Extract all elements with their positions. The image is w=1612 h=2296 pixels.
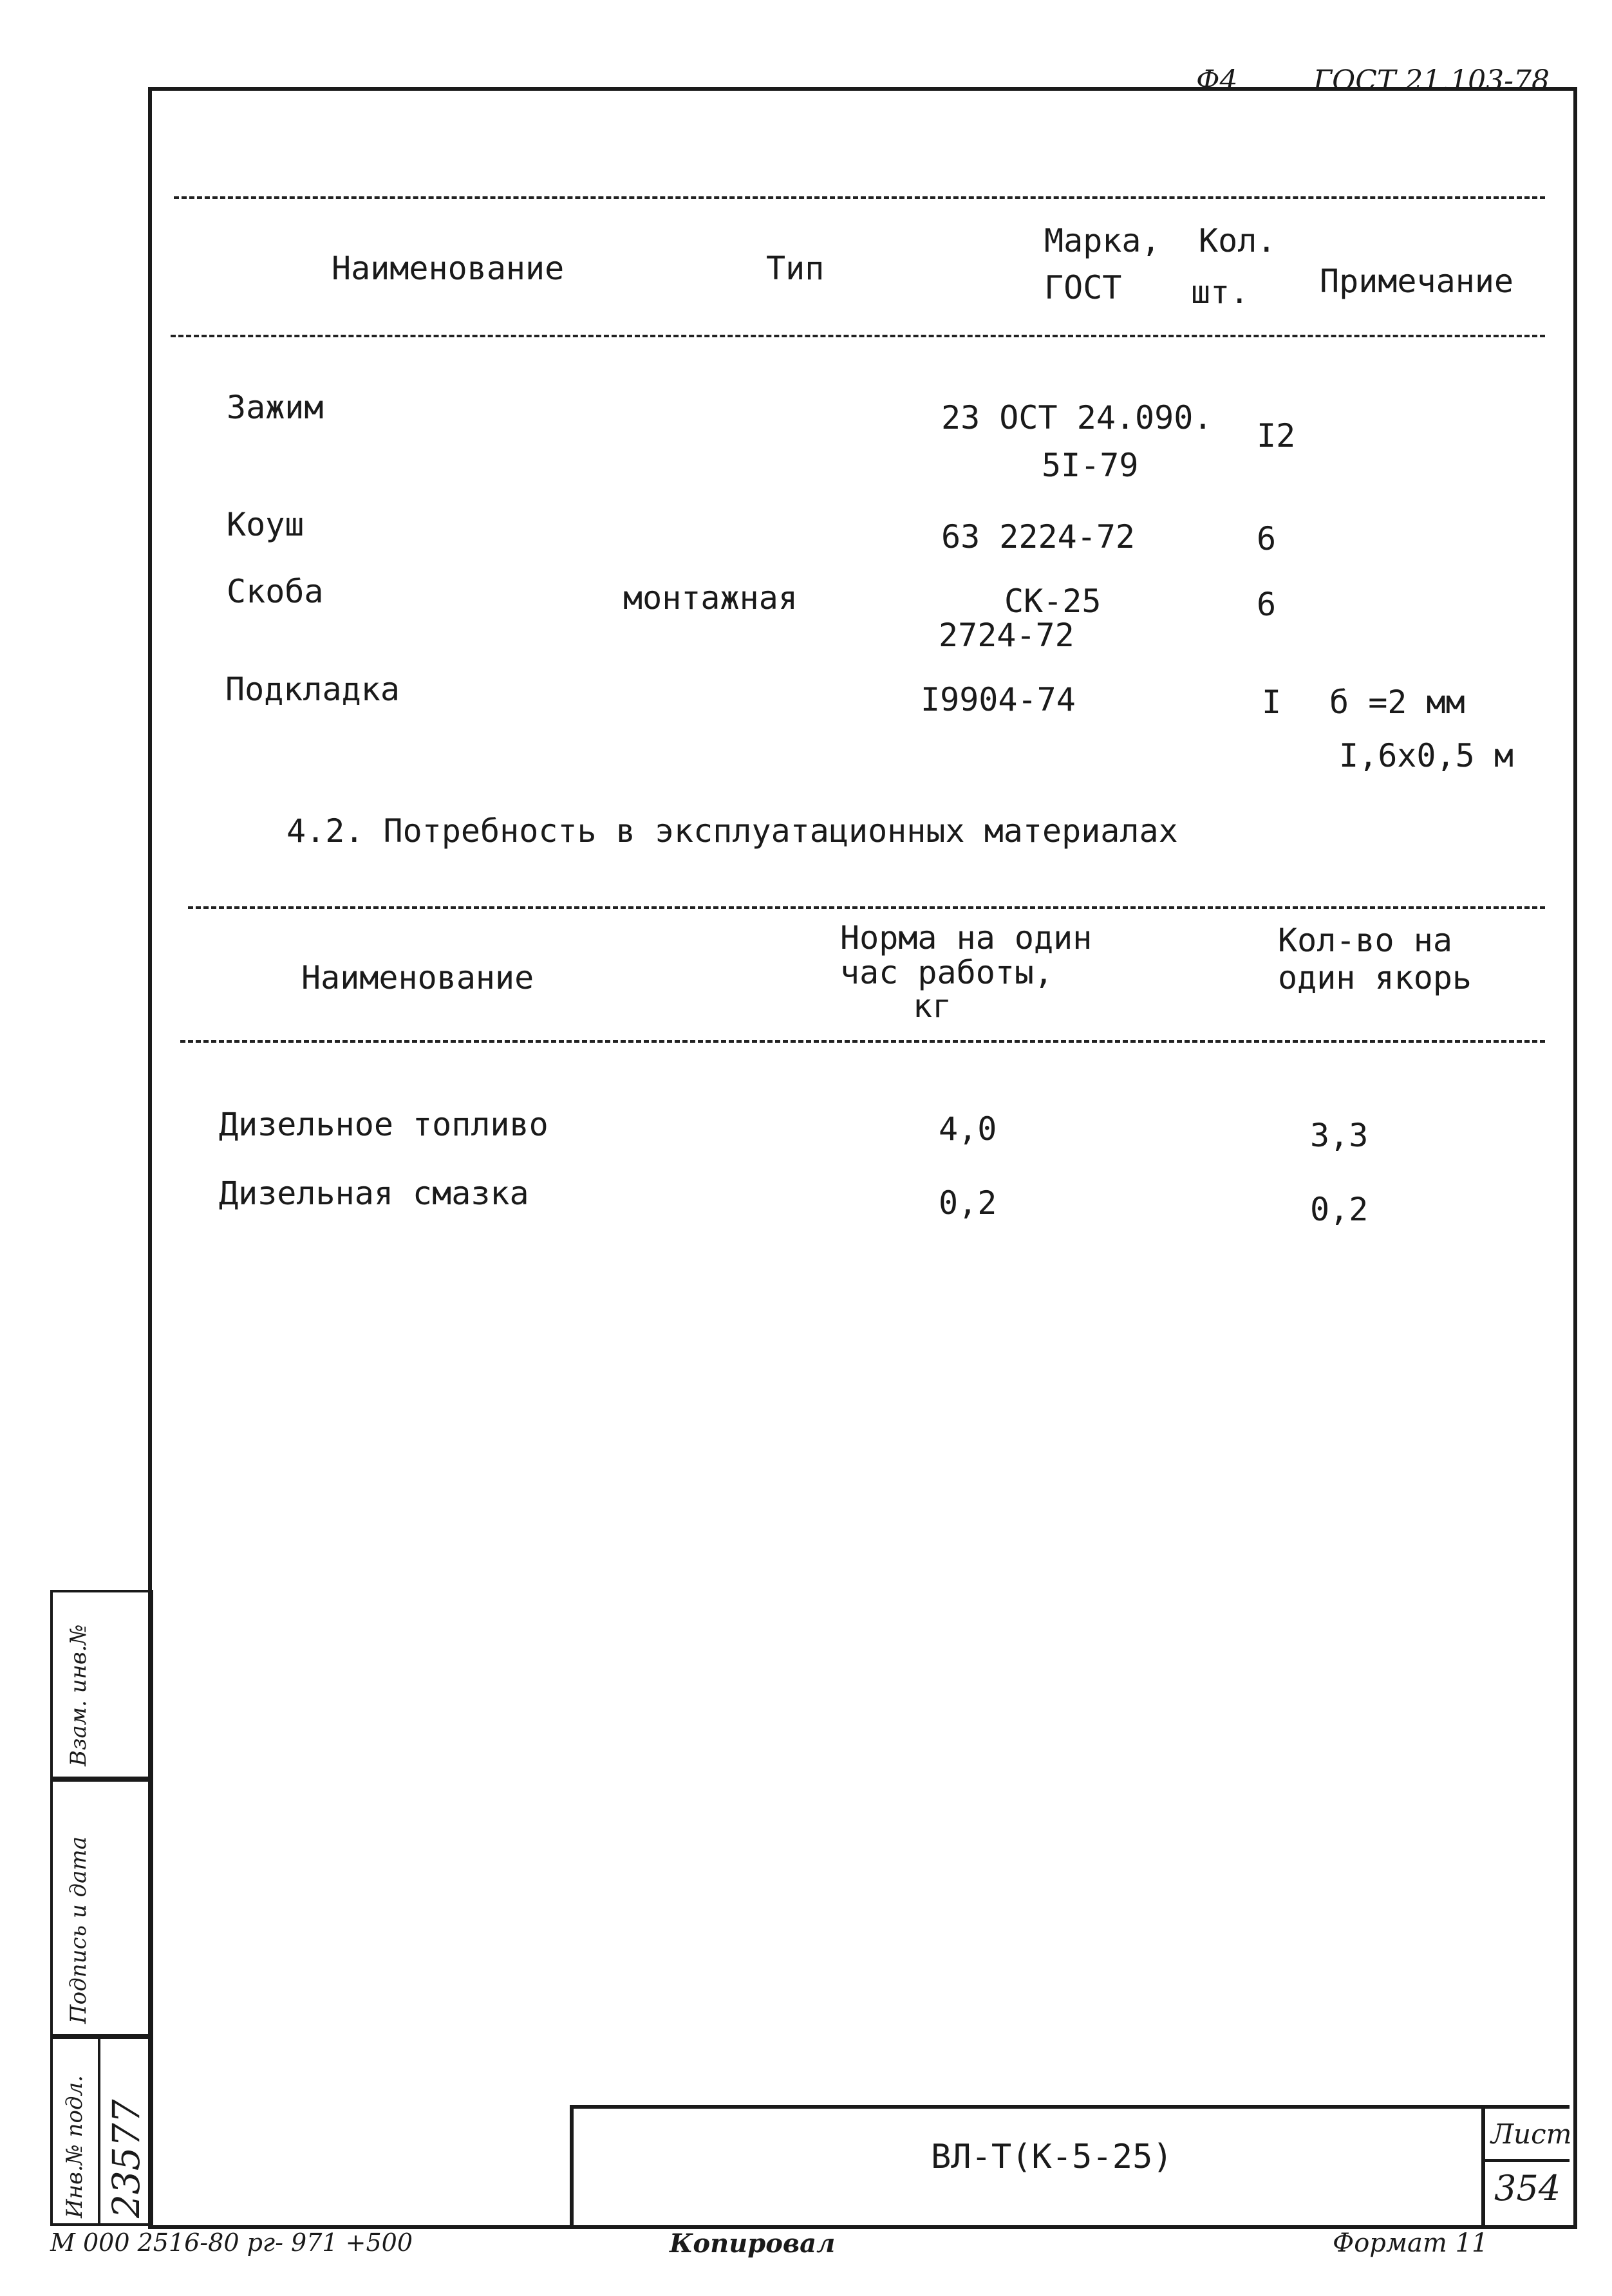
document-code: ВЛ-Т(К-5-25) <box>931 2138 1173 2176</box>
table2-header-qty-line1: Кол-во на <box>1278 922 1452 959</box>
table1-row2-mark: 63 2224-72 <box>941 518 1136 555</box>
table1-row1-mark: 23 ОСТ 24.090. <box>941 399 1213 436</box>
table1-header-name: Наименование <box>332 250 565 287</box>
table2-row1-qty: 3,3 <box>1310 1117 1369 1154</box>
table2-header-norm-unit: кг <box>913 987 952 1025</box>
table1-header-mark: Марка, <box>1044 222 1161 259</box>
table1-row2-qty: 6 <box>1257 520 1277 557</box>
table1-header-gost: ГОСТ <box>1044 269 1122 306</box>
table1-row3-type: монтажная <box>623 579 798 617</box>
table1-row1-name: Зажим <box>227 389 324 426</box>
stamp-inv-value: 23577 <box>104 2099 148 2218</box>
footer-format: Формат 11 <box>1333 2228 1488 2258</box>
table1-row1-qty: I2 <box>1257 417 1296 454</box>
table1-header-qty-unit: шт. <box>1191 274 1250 311</box>
table2-header-norm-line2: час работы, <box>840 954 1054 991</box>
table2-row1-norm: 4,0 <box>939 1110 997 1148</box>
table1-row4-mark: I9904-74 <box>921 681 1076 718</box>
stamp-inv-label: Инв.№ подл. <box>62 2075 88 2218</box>
table2-row2-qty: 0,2 <box>1310 1191 1369 1228</box>
title-block <box>570 2105 1570 2225</box>
table1-header-note: Примечание <box>1320 263 1514 300</box>
table1-header-rule <box>171 335 1545 337</box>
stamp-inv-box <box>50 2034 153 2226</box>
table1-row3-name: Скоба <box>227 573 324 610</box>
stamp-sign-label: Подпись и дата <box>66 1836 91 2024</box>
footer-copied-by: Копировал <box>670 2228 836 2259</box>
table2-row1-name: Дизельное топливо <box>219 1106 548 1143</box>
drawing-frame <box>148 87 1577 2229</box>
table1-header-type: Тип <box>766 250 825 287</box>
table1-top-rule <box>174 196 1545 199</box>
sheet-label: Лист <box>1491 2118 1572 2150</box>
standard-reference: ГОСТ 21.103-78 <box>1313 64 1550 97</box>
table1-row2-name: Коуш <box>227 506 305 543</box>
stamp-sign-box <box>50 1777 153 2039</box>
table1-row1-mark-line2: 5I-79 <box>1042 447 1139 484</box>
table2-header-rule <box>180 1040 1545 1043</box>
table1-row3-qty: 6 <box>1257 586 1277 623</box>
stamp-replace-box <box>50 1590 153 1782</box>
stamp-replace-label: Взам. инв.№ <box>66 1624 91 1766</box>
table1-row4-qty: I <box>1262 684 1282 721</box>
table2-top-rule <box>188 906 1545 909</box>
table1-row3-mark: СК-25 <box>1004 583 1101 620</box>
table2-row2-name: Дизельная смазка <box>219 1175 529 1212</box>
table1-row4-name: Подкладка <box>225 671 400 708</box>
table2-row2-norm: 0,2 <box>939 1184 997 1222</box>
table1-header-qty: Кол. <box>1199 222 1277 259</box>
sheet-number: 354 <box>1494 2168 1561 2208</box>
page-code: Ф4 <box>1196 64 1238 97</box>
table1-row4-note: б =2 мм <box>1329 684 1465 721</box>
section-title: 4.2. Потребность в эксплуатационных материалах <box>286 812 1178 850</box>
table1-row4-note-line2: I,6x0,5 м <box>1339 737 1514 774</box>
table2-header-name: Наименование <box>301 959 534 996</box>
table2-header-qty-line2: один якорь <box>1278 959 1472 996</box>
footer-order-number: М 000 2516-80 рг- 971 +500 <box>50 2228 413 2257</box>
table2-header-norm-line1: Норма на один <box>840 919 1092 957</box>
table1-row3-mark-line2: 2724-72 <box>939 617 1074 654</box>
